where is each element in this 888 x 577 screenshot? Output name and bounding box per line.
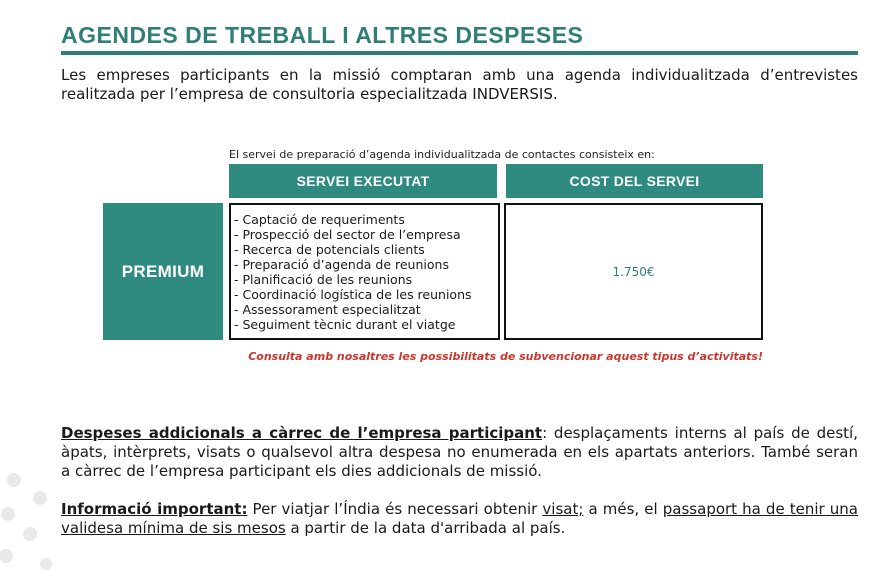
important-text-c: a partir de la data d'arribada al país. — [285, 519, 566, 537]
cost-value: 1.750€ — [612, 264, 655, 279]
additional-expenses-label: Despeses addicionals a càrrec de l’empresa participant — [61, 424, 543, 442]
service-item: - Preparació d’agenda de reunions — [234, 257, 449, 272]
dot-decoration — [23, 527, 37, 541]
important-text-a: Per viatjar l’Índia és necessari obtenir — [247, 500, 543, 518]
dot-decoration — [1, 507, 15, 521]
important-info-paragraph — [61, 500, 858, 538]
header-service: SERVEI EXECUTAT — [229, 164, 497, 198]
important-text-b: a més, el — [583, 500, 663, 518]
service-item: - Planificació de les reunions — [234, 272, 413, 287]
service-item: - Prospecció del sector de l’empresa — [234, 227, 461, 242]
important-info-label: Informació important: — [61, 500, 248, 518]
service-item: - Assessorament especialitzat — [234, 302, 421, 317]
additional-expenses-paragraph — [61, 424, 858, 481]
dot-decoration — [33, 491, 47, 505]
service-item: - Seguiment tècnic durant el viatge — [234, 317, 456, 332]
section-title: AGENDES DE TREBALL I ALTRES DESPESES — [61, 22, 584, 48]
services-list — [234, 212, 498, 332]
passport-link[interactable]: passaport ha de tenir una validesa mínima de sis mesos — [61, 500, 859, 537]
intro-paragraph: Les empreses participants en la missió comptaran amb una agenda individualitzada d’entrevistes realitzada per l’empresa de consultoria especialitzada INDVERSIS. — [61, 66, 858, 103]
subsidy-note: Consulta amb nosaltres les possibilitats de subvencionar aquest tipus d’activitats! — [248, 350, 763, 363]
title-underline — [61, 51, 858, 55]
additional-expenses-text: : desplaçaments interns al país de destí, àpats, intèrprets, visats o qualsevol altra despesa no enumerada en els apartats anteriors. També seran a càrrec de l’empresa participant els dies addicionals de missió. — [61, 424, 858, 480]
table-caption: El servei de preparació d’agenda individualitzada de contactes consisteix en: — [229, 148, 655, 161]
service-item: - Coordinació logística de les reunions — [234, 287, 472, 302]
dot-decoration — [7, 473, 21, 487]
visa-link[interactable]: visat; — [542, 500, 584, 518]
service-item: - Recerca de potencials clients — [234, 242, 425, 257]
dot-decoration — [40, 558, 52, 570]
premium-label: PREMIUM — [103, 203, 223, 340]
decorative-dots — [0, 460, 60, 577]
cost-cell — [504, 203, 763, 340]
services-cell — [229, 203, 500, 340]
header-cost: COST DEL SERVEI — [506, 164, 763, 198]
service-item: - Captació de requeriments — [234, 212, 405, 227]
dot-decoration — [0, 549, 13, 563]
